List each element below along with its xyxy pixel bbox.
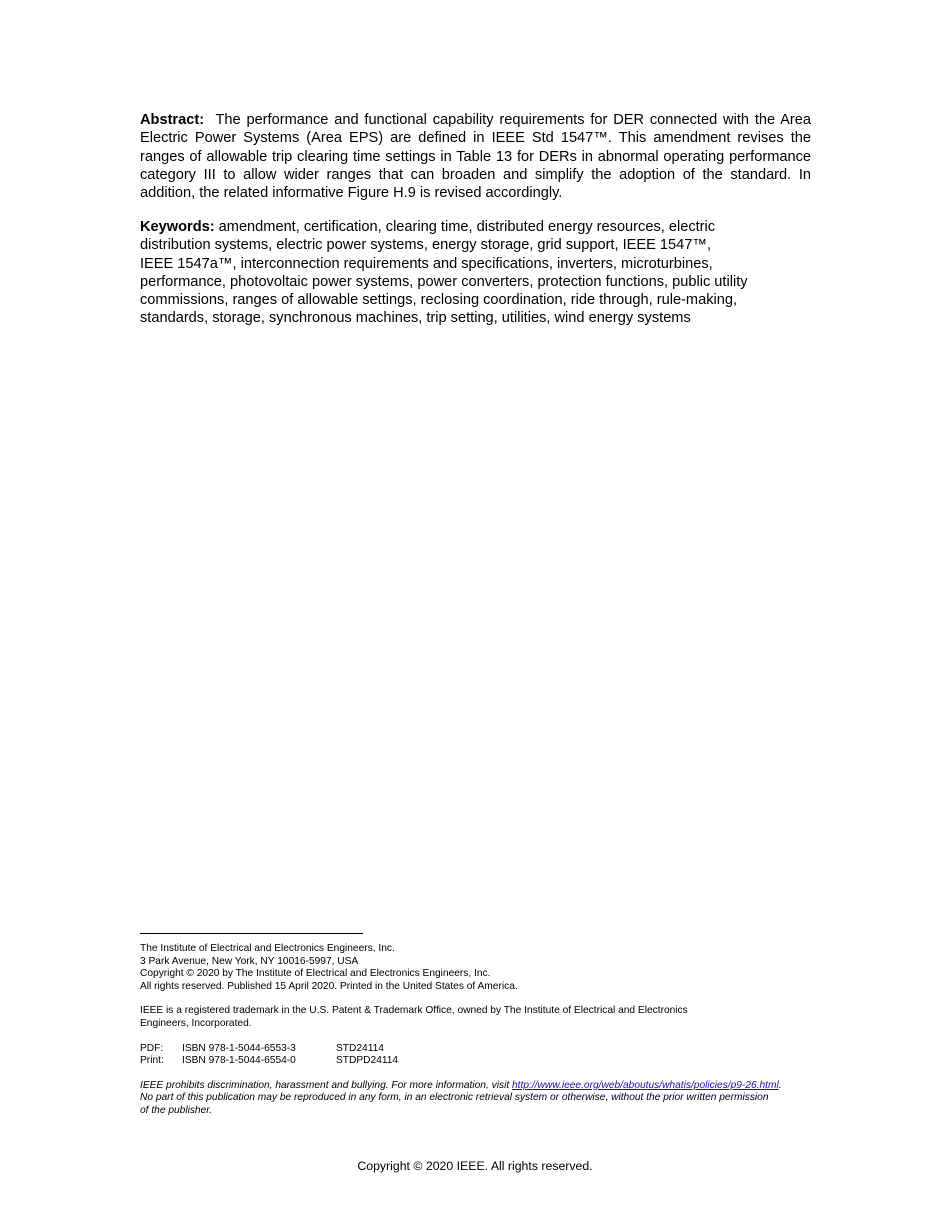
isbn-code: STDPD24114 — [336, 1055, 399, 1067]
keywords-line: standards, storage, synchronous machines, trip setting, utilities, wind energy systems — [140, 310, 691, 327]
isbn-code: STD24114 — [336, 1042, 384, 1054]
isbn-format: PDF: — [140, 1042, 164, 1054]
publisher-name: The Institute of Electrical and Electronics Engineers, Inc. — [140, 943, 395, 954]
isbn-format: Print: — [140, 1055, 164, 1067]
keywords-line: distribution systems, electric power systems, energy storage, grid support, IEEE 1547™, — [140, 237, 712, 254]
isbn-number: ISBN 978-1-5044-6553-3 — [182, 1042, 296, 1054]
keywords-label: Keywords: — [140, 219, 215, 235]
notice-text: IEEE prohibits discrimination, harassment and bullying. For more information, visit — [140, 1079, 512, 1091]
keywords-line — [140, 218, 811, 236]
notice-line: No part of this publication may be reproduced in any form, in an electronic retrieval system or otherwise, without the prior written permission — [140, 1092, 769, 1104]
isbn-number: ISBN 978-1-5044-6554-0 — [182, 1055, 296, 1067]
trademark-line: IEEE is a registered trademark in the U.S. Patent & Trademark Office, owned by The Institute of Electrical and Electronics — [140, 1005, 688, 1017]
isbn-row-print — [140, 1055, 820, 1068]
keywords-paragraph — [140, 218, 811, 328]
page-footer-copyright: Copyright © 2020 IEEE. All rights reserved. — [357, 1159, 593, 1173]
trademark-line: Engineers, Incorporated. — [140, 1017, 252, 1029]
notice-line: of the publisher. — [140, 1104, 213, 1116]
legal-notice — [140, 1080, 820, 1118]
publisher-rights: All rights reserved. Published 15 April 2020. Printed in the United States of America. — [140, 980, 518, 992]
keywords-line: commissions, ranges of allowable settings, reclosing coordination, ride through, rule-making, — [140, 292, 738, 309]
notice-period: . — [778, 1079, 782, 1091]
keywords-text: amendment, certification, clearing time, distributed energy resources, electric — [218, 219, 716, 235]
footnote-divider — [140, 933, 363, 934]
abstract-paragraph — [140, 111, 811, 202]
publisher-address: 3 Park Avenue, New York, NY 10016-5997, USA — [140, 955, 359, 967]
isbn-row-pdf — [140, 1043, 820, 1056]
keywords-line: performance, photovoltaic power systems, power converters, protection functions, public utility — [140, 273, 748, 290]
publication-info — [140, 943, 820, 1118]
notice-line — [140, 1080, 820, 1093]
publisher-copyright: Copyright © 2020 by The Institute of Electrical and Electronics Engineers, Inc. — [140, 968, 491, 980]
abstract-text: The performance and functional capability requirements for DER connected with the Area Electric Power Systems (Area EPS) are defined in IEEE Std 1547™. This amendment revises the ranges of allowable trip clearing time settings in Table 13 for DERs in abnormal operating performance category III to allow wider ranges that can broaden and simplify the adoption of the standard. In addition, the related informative Figure H.9 is revised accordingly. — [140, 112, 811, 202]
abstract-label: Abstract: — [140, 112, 205, 128]
keywords-line: IEEE 1547a™, interconnection requirements and specifications, inverters, microturbines, — [140, 255, 713, 272]
policy-link[interactable]: http://www.ieee.org/web/aboutus/whatis/policies/p9-26.html — [512, 1079, 779, 1091]
